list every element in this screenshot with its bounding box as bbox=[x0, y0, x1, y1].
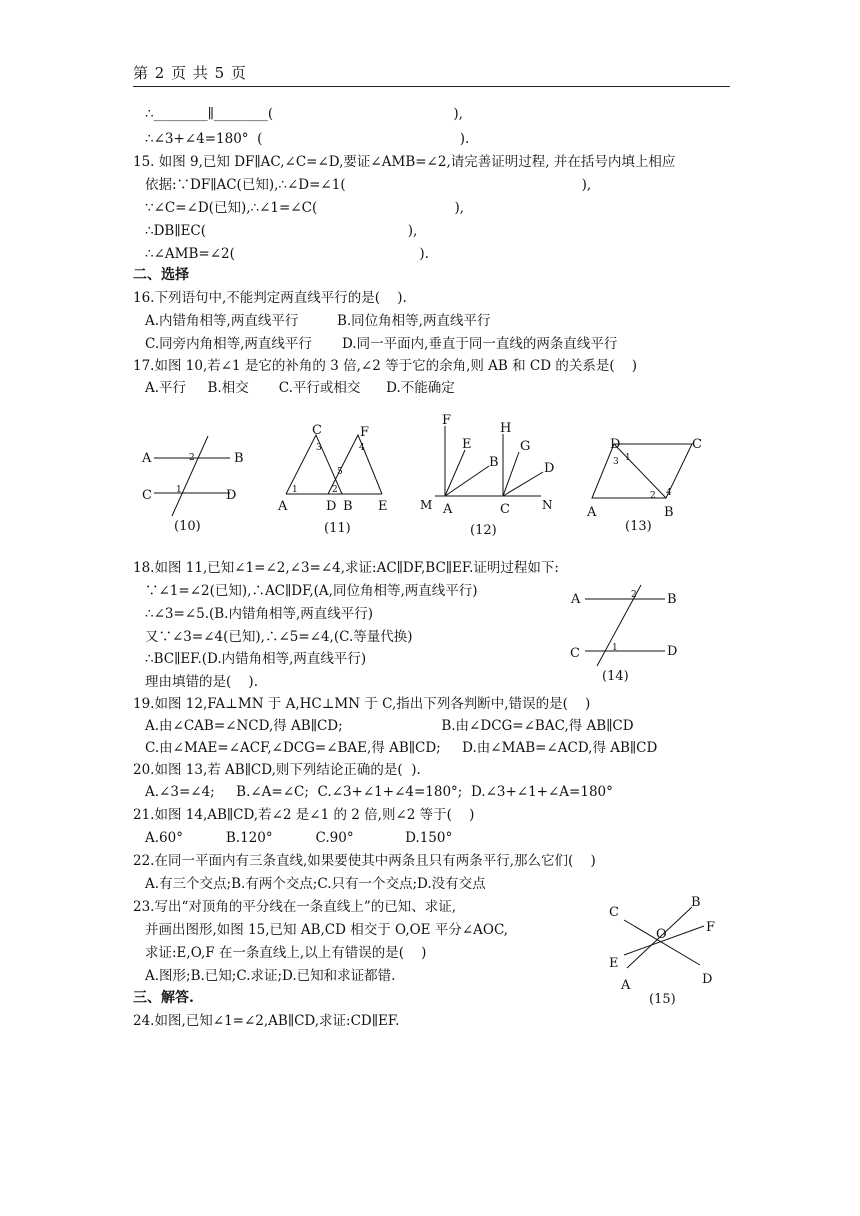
svg-text:1: 1 bbox=[176, 485, 182, 495]
svg-text:M: M bbox=[420, 498, 433, 512]
svg-text:F: F bbox=[360, 425, 370, 440]
text-line: 又∵∠3=∠4(已知),∴∠5=∠4,(C.等量代换) bbox=[145, 629, 413, 645]
option-line: A.图形;B.已知;C.求证;D.已知和求证都错. bbox=[145, 968, 396, 984]
figure-13 bbox=[580, 430, 710, 540]
svg-text:A: A bbox=[587, 505, 597, 520]
option-line: A.平行 B.相交 C.平行或相交 D.不能确定 bbox=[145, 380, 455, 396]
page-header: 第 2 页 共 5 页 bbox=[133, 64, 247, 82]
svg-text:D: D bbox=[544, 461, 555, 476]
svg-text:1: 1 bbox=[612, 643, 618, 653]
svg-text:B: B bbox=[234, 451, 244, 466]
question-18: 18.如图 11,已知∠1=∠2,∠3=∠4,求证:AC∥DF,BC∥EF.证明过程如下: bbox=[133, 560, 559, 576]
svg-text:4: 4 bbox=[359, 443, 365, 453]
svg-text:G: G bbox=[520, 439, 531, 454]
question-24: 24.如图,已知∠1=∠2,AB∥CD,求证:CD∥EF. bbox=[133, 1013, 400, 1029]
text-line: 并画出图形,如图 15,已知 AB,CD 相交于 O,OE 平分∠AOC, bbox=[145, 922, 509, 938]
figure-12 bbox=[415, 412, 560, 542]
option-line: C.同旁内角相等,两直线平行 D.同一平面内,垂直于同一直线的两条直线平行 bbox=[145, 336, 618, 352]
question-19: 19.如图 12,FA⊥MN 于 A,HC⊥MN 于 C,指出下列各判断中,错误的是( ) bbox=[133, 696, 591, 712]
svg-text:4: 4 bbox=[666, 488, 672, 498]
option-line: C.由∠MAE=∠ACF,∠DCG=∠BAE,得 AB∥CD; D.由∠MAB=∠ACD,得 AB∥CD bbox=[145, 740, 658, 756]
text-line: ∴∠AMB=∠2( ). bbox=[145, 246, 429, 262]
svg-text:C: C bbox=[312, 423, 322, 438]
svg-text:H: H bbox=[500, 421, 512, 436]
figure-10 bbox=[138, 430, 253, 540]
svg-text:A: A bbox=[142, 451, 152, 466]
svg-text:E: E bbox=[378, 499, 388, 514]
svg-text:N: N bbox=[542, 498, 553, 512]
figure-caption: (15) bbox=[649, 992, 676, 1007]
text-line: 依据:∵DF∥AC(已知),∴∠D=∠1( ), bbox=[145, 177, 592, 193]
svg-text:2: 2 bbox=[332, 485, 338, 495]
text-line: ∵∠1=∠2(已知),∴AC∥DF,(A,同位角相等,两直线平行) bbox=[145, 583, 478, 599]
svg-text:A: A bbox=[443, 502, 453, 517]
text-line: 理由填错的是( ). bbox=[145, 674, 258, 690]
section-heading: 三、解答. bbox=[133, 990, 194, 1006]
svg-text:B: B bbox=[343, 499, 353, 514]
svg-text:1: 1 bbox=[625, 453, 631, 463]
svg-text:O: O bbox=[656, 927, 667, 942]
svg-text:A: A bbox=[571, 592, 581, 607]
question-16: 16.下列语句中,不能判定两直线平行的是( ). bbox=[133, 290, 407, 306]
text-line: ∴BC∥EF.(D.内错角相等,两直线平行) bbox=[145, 651, 367, 667]
svg-text:E: E bbox=[609, 956, 619, 971]
figure-caption: (12) bbox=[470, 523, 497, 538]
svg-text:2: 2 bbox=[650, 491, 656, 501]
svg-text:B: B bbox=[691, 895, 701, 910]
option-line: A.内错角相等,两直线平行 B.同位角相等,两直线平行 bbox=[145, 313, 491, 329]
svg-text:5: 5 bbox=[337, 467, 343, 477]
question-17: 17.如图 10,若∠1 是它的补角的 3 倍,∠2 等于它的余角,则 AB 和 CD 的关系是( ) bbox=[133, 358, 638, 374]
text-line: ∵∠C=∠D(已知),∴∠1=∠C( ), bbox=[145, 200, 465, 216]
option-line: A.∠3=∠4; B.∠A=∠C; C.∠3+∠1+∠4=180°; D.∠3+∠1+∠A=180° bbox=[145, 784, 613, 800]
svg-text:C: C bbox=[570, 646, 580, 661]
question-20: 20.如图 13,若 AB∥CD,则下列结论正确的是( ). bbox=[133, 762, 421, 778]
text-line: ∴________∥________( ), bbox=[145, 106, 463, 122]
figure-caption: (11) bbox=[324, 521, 351, 536]
text-line: ∴∠3=∠5.(B.内错角相等,两直线平行) bbox=[145, 606, 374, 622]
svg-text:B: B bbox=[489, 455, 499, 470]
figure-15 bbox=[600, 890, 725, 1010]
figure-14 bbox=[565, 580, 695, 690]
option-line: A.60° B.120° C.90° D.150° bbox=[145, 830, 453, 846]
svg-text:D: D bbox=[326, 499, 337, 514]
question-15: 15. 如图 9,已知 DF∥AC,∠C=∠D,要证∠AMB=∠2,请完善证明过程, 并在括号内填上相应 bbox=[133, 154, 676, 170]
text-line: ∴∠3+∠4=180° ( ). bbox=[145, 131, 470, 147]
svg-text:C: C bbox=[692, 437, 702, 452]
figure-caption: (14) bbox=[602, 669, 629, 684]
svg-text:3: 3 bbox=[316, 443, 322, 453]
svg-text:2: 2 bbox=[631, 590, 637, 600]
svg-text:C: C bbox=[500, 502, 510, 517]
svg-text:3: 3 bbox=[613, 457, 619, 467]
svg-text:F: F bbox=[706, 920, 716, 935]
svg-text:2: 2 bbox=[189, 453, 195, 463]
section-heading: 二、选择 bbox=[133, 267, 189, 283]
figure-11 bbox=[270, 420, 400, 540]
option-line: A.有三个交点;B.有两个交点;C.只有一个交点;D.没有交点 bbox=[145, 876, 486, 892]
svg-text:E: E bbox=[462, 437, 472, 452]
svg-text:D: D bbox=[667, 644, 678, 659]
svg-text:D: D bbox=[702, 972, 713, 987]
svg-text:C: C bbox=[609, 905, 619, 920]
header-rule bbox=[133, 86, 730, 87]
figure-caption: (10) bbox=[174, 519, 201, 534]
svg-text:D: D bbox=[610, 437, 621, 452]
question-21: 21.如图 14,AB∥CD,若∠2 是∠1 的 2 倍,则∠2 等于( ) bbox=[133, 807, 475, 823]
svg-text:D: D bbox=[226, 488, 237, 503]
svg-text:A: A bbox=[621, 978, 631, 993]
text-line: 求证:E,O,F 在一条直线上,以上有错误的是( ) bbox=[145, 945, 427, 961]
figure-caption: (13) bbox=[625, 519, 652, 534]
svg-text:F: F bbox=[442, 413, 452, 428]
svg-text:B: B bbox=[667, 592, 677, 607]
question-23: 23.写出“对顶角的平分线在一条直线上”的已知、求证, bbox=[133, 899, 457, 915]
question-22: 22.在同一平面内有三条直线,如果要使其中两条且只有两条平行,那么它们( ) bbox=[133, 853, 596, 869]
option-line: A.由∠CAB=∠NCD,得 AB∥CD; B.由∠DCG=∠BAC,得 AB∥CD bbox=[145, 718, 634, 734]
text-line: ∴DB∥EC( ), bbox=[145, 223, 418, 239]
svg-text:B: B bbox=[664, 505, 674, 520]
svg-text:1: 1 bbox=[292, 485, 298, 495]
svg-text:C: C bbox=[142, 488, 152, 503]
svg-text:A: A bbox=[278, 499, 288, 514]
